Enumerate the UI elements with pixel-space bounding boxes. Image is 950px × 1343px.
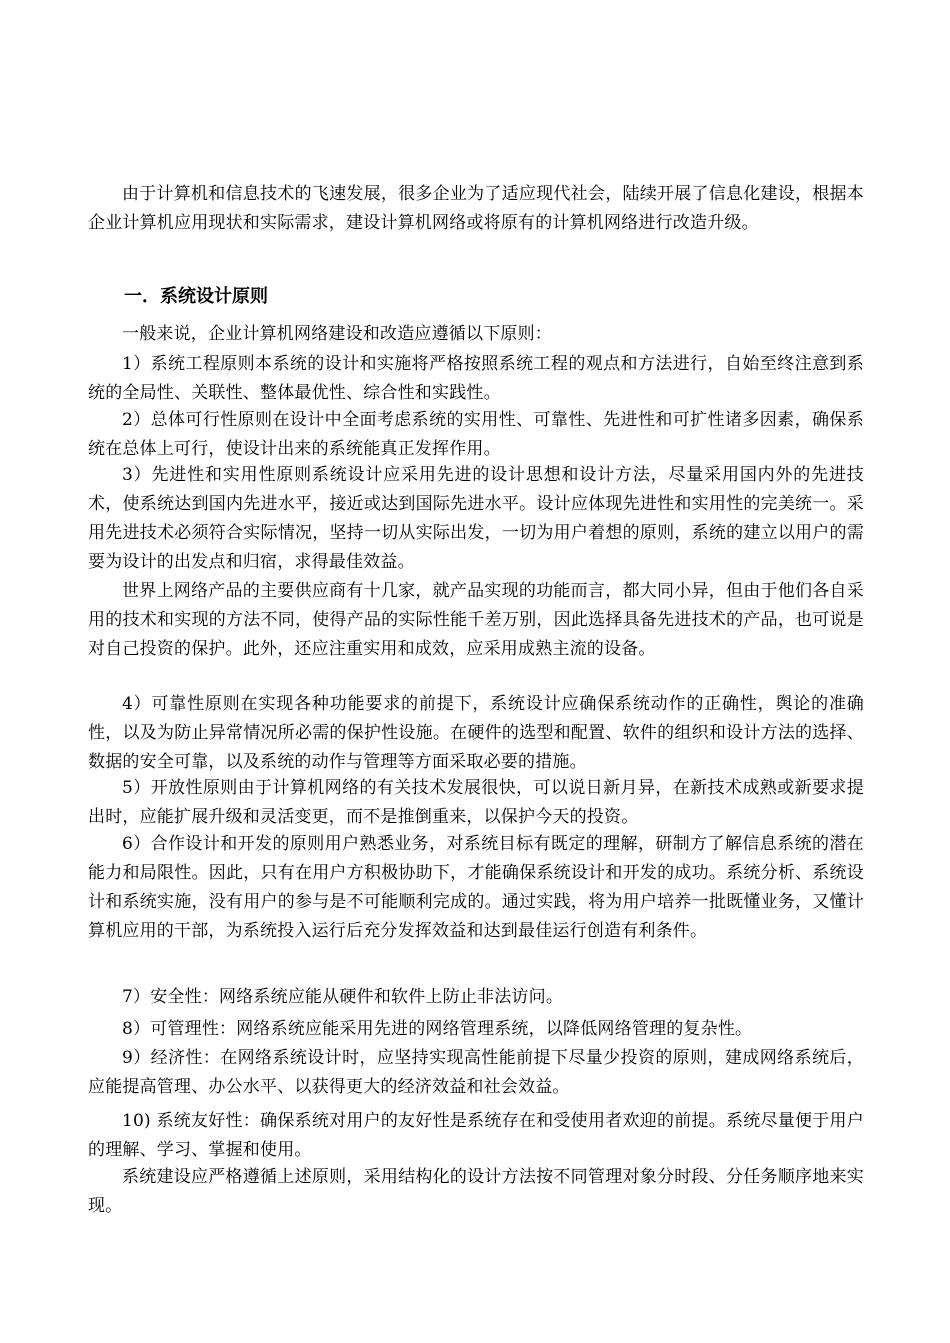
paragraph-principle-1: 1）系统工程原则本系统的设计和实施将严格按照系统工程的观点和方法进行，自始至终注意到系统的全局性、关联性、整体最优性、综合性和实践性。	[88, 354, 864, 403]
section-heading: 一．系统设计原则	[124, 286, 268, 307]
paragraph-general: 一般来说，企业计算机网络建设和改造应遵循以下原则：	[122, 324, 552, 344]
paragraph-principle-8: 8）可管理性：网络系统应能采用先进的网络管理系统，以降低网络管理的复杂性。	[122, 1019, 753, 1039]
paragraph-principle-10: 10) 系统友好性：确保系统对用户的友好性是系统存在和受使用者欢迎的前提。系统尽量便于用户的理解、学习、掌握和使用。	[88, 1111, 864, 1160]
paragraph-principle-4: 4）可靠性原则在实现各种功能要求的前提下，系统设计应确保系统动作的正确性，舆论的准确性，以及为防止异常情况所必需的保护性设施。在硬件的选型和配置、软件的组织和设计方法的选择、数据的安全可靠，以及系统的动作与管理等方面采取必要的措施。	[88, 694, 864, 772]
paragraph-suppliers: 世界上网络产品的主要供应商有十几家，就产品实现的功能而言，都大同小异，但由于他们各自采用的技术和实现的方法不同，使得产品的实际性能千差万别，因此选择具备先进技术的产品，也可说是对自己投资的保护。此外，还应注重实用和成效，应采用成熟主流的设备。	[88, 581, 864, 659]
paragraph-principle-5: 5）开放性原则由于计算机网络的有关技术发展很快，可以说日新月异，在新技术成熟或新要求提出时，应能扩展升级和灵活变更，而不是推倒重来，以保护今天的投资。	[88, 778, 864, 827]
paragraph-conclusion: 系统建设应严格遵循上述原则，采用结构化的设计方法按不同管理对象分时段、分任务顺序地来实现。	[88, 1167, 864, 1216]
intro-paragraph: 由于计算机和信息技术的飞速发展，很多企业为了适应现代社会，陆续开展了信息化建设，根据本企业计算机应用现状和实际需求，建设计算机网络或将原有的计算机网络进行改造升级。	[88, 184, 864, 233]
paragraph-principle-2: 2）总体可行性原则在设计中全面考虑系统的实用性、可靠性、先进性和可扩性诸多因素，确保系统在总体上可行，使设计出来的系统能真正发挥作用。	[88, 410, 864, 459]
paragraph-principle-7: 7）安全性：网络系统应能从硬件和软件上防止非法访问。	[122, 987, 564, 1007]
paragraph-principle-6: 6）合作设计和开发的原则用户熟悉业务，对系统目标有既定的理解，研制方了解信息系统的潜在能力和局限性。因此，只有在用户方积极协助下，才能确保系统设计和开发的成功。系统分析、系统设计和系统实施，没有用户的参与是不可能顺利完成的。通过实践，将为用户培养一批既懂业务，又懂计算机应用的干部，为系统投入运行后充分发挥效益和达到最佳运行创造有利条件。	[88, 834, 864, 941]
paragraph-principle-3: 3）先进性和实用性原则系统设计应采用先进的设计思想和设计方法，尽量采用国内外的先进技术，使系统达到国内先进水平，接近或达到国际先进水平。设计应体现先进性和实用性的完美统一。采用先进技术必须符合实际情况，坚持一切从实际出发，一切为用户着想的原则，系统的建立以用户的需要为设计的出发点和归宿，求得最佳效益。	[88, 465, 864, 572]
paragraph-principle-9: 9）经济性：在网络系统设计时，应坚持实现高性能前提下尽量少投资的原则，建成网络系统后，应能提高管理、办公水平、以获得更大的经济效益和社会效益。	[88, 1048, 864, 1097]
